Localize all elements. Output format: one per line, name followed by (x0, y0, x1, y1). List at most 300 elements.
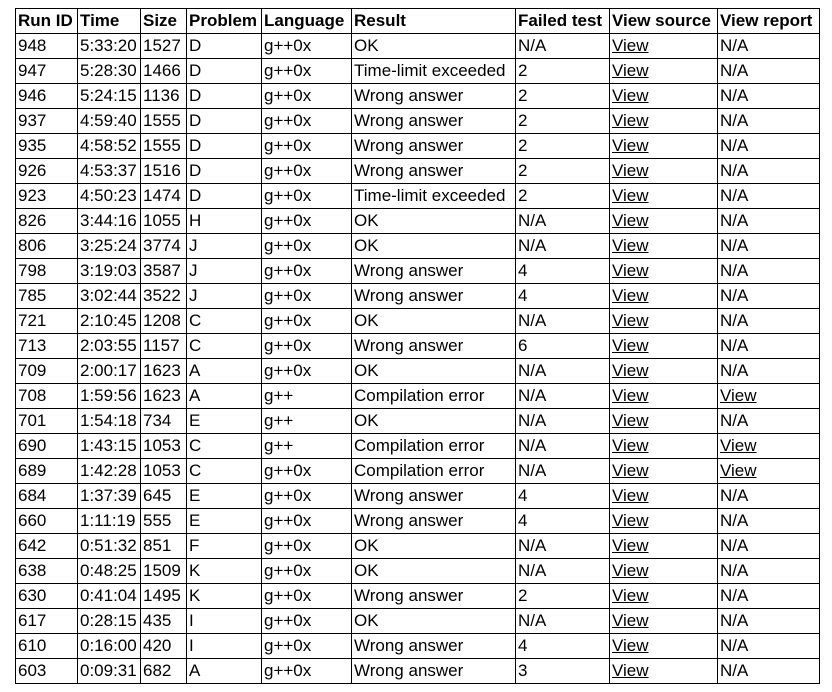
problem-cell: C (187, 334, 262, 359)
view-source-link[interactable]: View (612, 261, 649, 280)
size-cell: 435 (141, 609, 187, 634)
view-source-link[interactable]: View (612, 411, 649, 430)
view-source-link[interactable]: View (612, 561, 649, 580)
view-source-cell (610, 134, 718, 159)
time-cell: 1:42:28 (78, 459, 141, 484)
language-cell: g++0x (262, 584, 352, 609)
language-cell: g++0x (262, 59, 352, 84)
table-row (16, 509, 820, 534)
language-cell: g++0x (262, 234, 352, 259)
time-cell: 2:00:17 (78, 359, 141, 384)
run-id-cell: 926 (16, 159, 78, 184)
result-cell: OK (352, 359, 516, 384)
view-report-cell: N/A (718, 159, 820, 184)
run-id-cell: 947 (16, 59, 78, 84)
result-cell: OK (352, 609, 516, 634)
table-header-row (16, 9, 820, 34)
view-report-cell: N/A (718, 259, 820, 284)
view-source-link[interactable]: View (612, 111, 649, 130)
view-report-cell (718, 384, 820, 409)
view-source-link[interactable]: View (612, 211, 649, 230)
view-report-cell: N/A (718, 34, 820, 59)
language-cell: g++0x (262, 534, 352, 559)
time-cell: 5:24:15 (78, 84, 141, 109)
view-report-cell: N/A (718, 234, 820, 259)
failed-test-cell: 2 (516, 59, 610, 84)
failed-test-cell: 6 (516, 334, 610, 359)
time-cell: 3:44:16 (78, 209, 141, 234)
result-cell: Compilation error (352, 384, 516, 409)
view-report-cell: N/A (718, 109, 820, 134)
view-source-cell (610, 159, 718, 184)
size-cell: 3522 (141, 284, 187, 309)
language-cell: g++0x (262, 159, 352, 184)
view-source-cell (610, 309, 718, 334)
table-row (16, 609, 820, 634)
language-cell: g++ (262, 384, 352, 409)
view-source-link[interactable]: View (612, 461, 649, 480)
time-cell: 2:10:45 (78, 309, 141, 334)
failed-test-cell: N/A (516, 434, 610, 459)
view-source-cell (610, 209, 718, 234)
run-id-cell: 806 (16, 234, 78, 259)
problem-cell: A (187, 659, 262, 684)
result-cell: Compilation error (352, 459, 516, 484)
run-id-cell: 690 (16, 434, 78, 459)
result-cell: Time-limit exceeded (352, 184, 516, 209)
view-source-link[interactable]: View (612, 186, 649, 205)
size-cell: 420 (141, 634, 187, 659)
view-source-cell (610, 384, 718, 409)
table-row (16, 84, 820, 109)
size-cell: 1555 (141, 134, 187, 159)
view-report-cell: N/A (718, 84, 820, 109)
view-source-cell (610, 259, 718, 284)
problem-cell: E (187, 509, 262, 534)
size-cell: 645 (141, 484, 187, 509)
time-cell: 3:19:03 (78, 259, 141, 284)
table-row (16, 109, 820, 134)
run-id-cell: 610 (16, 634, 78, 659)
view-report-cell: N/A (718, 409, 820, 434)
table-row (16, 559, 820, 584)
failed-test-cell: N/A (516, 234, 610, 259)
language-cell: g++0x (262, 284, 352, 309)
view-source-cell (610, 84, 718, 109)
failed-test-cell: 2 (516, 184, 610, 209)
view-source-link[interactable]: View (612, 286, 649, 305)
view-source-link[interactable]: View (612, 611, 649, 630)
view-source-cell (610, 484, 718, 509)
size-cell: 1495 (141, 584, 187, 609)
time-cell: 1:43:15 (78, 434, 141, 459)
problem-cell: D (187, 134, 262, 159)
result-cell: Wrong answer (352, 159, 516, 184)
size-cell: 1053 (141, 459, 187, 484)
language-cell: g++0x (262, 309, 352, 334)
view-source-link[interactable]: View (612, 136, 649, 155)
view-report-cell: N/A (718, 309, 820, 334)
view-source-cell (610, 234, 718, 259)
language-cell: g++0x (262, 259, 352, 284)
problem-cell: E (187, 484, 262, 509)
language-cell: g++0x (262, 559, 352, 584)
view-report-cell: N/A (718, 559, 820, 584)
view-report-cell: N/A (718, 609, 820, 634)
time-cell: 1:11:19 (78, 509, 141, 534)
size-cell: 1208 (141, 309, 187, 334)
header-view-report: View report (718, 9, 820, 34)
view-report-link[interactable]: View (720, 436, 757, 455)
result-cell: Wrong answer (352, 134, 516, 159)
time-cell: 5:33:20 (78, 34, 141, 59)
failed-test-cell: N/A (516, 609, 610, 634)
language-cell: g++0x (262, 209, 352, 234)
time-cell: 4:59:40 (78, 109, 141, 134)
time-cell: 0:28:15 (78, 609, 141, 634)
failed-test-cell: N/A (516, 209, 610, 234)
view-source-cell (610, 34, 718, 59)
time-cell: 1:54:18 (78, 409, 141, 434)
view-report-cell: N/A (718, 184, 820, 209)
run-id-cell: 660 (16, 509, 78, 534)
problem-cell: I (187, 609, 262, 634)
view-report-link[interactable]: View (720, 461, 757, 480)
table-row (16, 434, 820, 459)
failed-test-cell: 4 (516, 484, 610, 509)
table-row (16, 259, 820, 284)
table-row (16, 334, 820, 359)
view-source-cell (610, 109, 718, 134)
table-row (16, 284, 820, 309)
view-source-link[interactable]: View (612, 36, 649, 55)
failed-test-cell: N/A (516, 534, 610, 559)
size-cell: 1623 (141, 359, 187, 384)
language-cell: g++0x (262, 334, 352, 359)
failed-test-cell: N/A (516, 409, 610, 434)
run-id-cell: 689 (16, 459, 78, 484)
time-cell: 4:58:52 (78, 134, 141, 159)
run-id-cell: 798 (16, 259, 78, 284)
view-source-cell (610, 184, 718, 209)
header-result: Result (352, 9, 516, 34)
run-id-cell: 684 (16, 484, 78, 509)
result-cell: Compilation error (352, 434, 516, 459)
table-row (16, 309, 820, 334)
view-report-cell: N/A (718, 584, 820, 609)
view-source-cell (610, 534, 718, 559)
language-cell: g++ (262, 434, 352, 459)
run-id-cell: 713 (16, 334, 78, 359)
run-id-cell: 948 (16, 34, 78, 59)
run-id-cell: 638 (16, 559, 78, 584)
run-id-cell: 708 (16, 384, 78, 409)
run-id-cell: 630 (16, 584, 78, 609)
run-id-cell: 946 (16, 84, 78, 109)
submissions-table (15, 8, 820, 684)
language-cell: g++0x (262, 609, 352, 634)
failed-test-cell: 2 (516, 134, 610, 159)
header-time: Time (78, 9, 141, 34)
header-run-id: Run ID (16, 9, 78, 34)
table-row (16, 459, 820, 484)
failed-test-cell: 4 (516, 284, 610, 309)
header-problem: Problem (187, 9, 262, 34)
size-cell: 682 (141, 659, 187, 684)
size-cell: 1516 (141, 159, 187, 184)
result-cell: Wrong answer (352, 259, 516, 284)
size-cell: 1555 (141, 109, 187, 134)
problem-cell: C (187, 309, 262, 334)
size-cell: 734 (141, 409, 187, 434)
language-cell: g++0x (262, 659, 352, 684)
table-row (16, 634, 820, 659)
problem-cell: A (187, 384, 262, 409)
view-source-cell (610, 459, 718, 484)
failed-test-cell: 2 (516, 84, 610, 109)
view-source-cell (610, 359, 718, 384)
time-cell: 0:51:32 (78, 534, 141, 559)
result-cell: Wrong answer (352, 584, 516, 609)
view-source-link[interactable]: View (612, 536, 649, 555)
language-cell: g++0x (262, 634, 352, 659)
table-row (16, 159, 820, 184)
view-source-link[interactable]: View (612, 386, 649, 405)
language-cell: g++0x (262, 184, 352, 209)
size-cell: 1055 (141, 209, 187, 234)
problem-cell: D (187, 184, 262, 209)
view-report-cell: N/A (718, 509, 820, 534)
language-cell: g++0x (262, 459, 352, 484)
size-cell: 1157 (141, 334, 187, 359)
time-cell: 3:02:44 (78, 284, 141, 309)
table-row (16, 584, 820, 609)
view-report-cell: N/A (718, 334, 820, 359)
run-id-cell: 935 (16, 134, 78, 159)
problem-cell: C (187, 459, 262, 484)
time-cell: 1:59:56 (78, 384, 141, 409)
view-source-cell (610, 559, 718, 584)
run-id-cell: 603 (16, 659, 78, 684)
result-cell: Wrong answer (352, 634, 516, 659)
failed-test-cell: N/A (516, 559, 610, 584)
problem-cell: H (187, 209, 262, 234)
view-report-cell: N/A (718, 359, 820, 384)
size-cell: 1053 (141, 434, 187, 459)
run-id-cell: 721 (16, 309, 78, 334)
result-cell: OK (352, 234, 516, 259)
size-cell: 3774 (141, 234, 187, 259)
failed-test-cell: 4 (516, 634, 610, 659)
view-report-cell: N/A (718, 534, 820, 559)
language-cell: g++0x (262, 134, 352, 159)
run-id-cell: 642 (16, 534, 78, 559)
result-cell: OK (352, 34, 516, 59)
table-row (16, 234, 820, 259)
size-cell: 555 (141, 509, 187, 534)
failed-test-cell: N/A (516, 459, 610, 484)
view-source-cell (610, 284, 718, 309)
run-id-cell: 785 (16, 284, 78, 309)
view-source-link[interactable]: View (612, 636, 649, 655)
view-source-link[interactable]: View (612, 661, 649, 680)
table-body (16, 34, 820, 684)
result-cell: Wrong answer (352, 659, 516, 684)
header-language: Language (262, 9, 352, 34)
view-report-cell (718, 459, 820, 484)
view-report-cell (718, 434, 820, 459)
result-cell: Wrong answer (352, 484, 516, 509)
view-source-link[interactable]: View (612, 336, 649, 355)
view-source-cell (610, 634, 718, 659)
view-source-link[interactable]: View (612, 586, 649, 605)
view-source-link[interactable]: View (612, 511, 649, 530)
time-cell: 2:03:55 (78, 334, 141, 359)
time-cell: 0:41:04 (78, 584, 141, 609)
failed-test-cell: N/A (516, 34, 610, 59)
language-cell: g++0x (262, 84, 352, 109)
time-cell: 3:25:24 (78, 234, 141, 259)
result-cell: Time-limit exceeded (352, 59, 516, 84)
size-cell: 3587 (141, 259, 187, 284)
view-source-cell (610, 59, 718, 84)
time-cell: 4:50:23 (78, 184, 141, 209)
problem-cell: J (187, 284, 262, 309)
language-cell: g++0x (262, 109, 352, 134)
table-row (16, 484, 820, 509)
result-cell: OK (352, 209, 516, 234)
view-source-cell (610, 409, 718, 434)
view-source-link[interactable]: View (612, 61, 649, 80)
time-cell: 0:16:00 (78, 634, 141, 659)
problem-cell: F (187, 534, 262, 559)
view-source-cell (610, 659, 718, 684)
failed-test-cell: 2 (516, 584, 610, 609)
view-source-cell (610, 434, 718, 459)
problem-cell: D (187, 59, 262, 84)
size-cell: 1509 (141, 559, 187, 584)
table-row (16, 534, 820, 559)
failed-test-cell: 3 (516, 659, 610, 684)
view-source-cell (610, 584, 718, 609)
failed-test-cell: 2 (516, 109, 610, 134)
time-cell: 0:48:25 (78, 559, 141, 584)
problem-cell: D (187, 159, 262, 184)
view-source-cell (610, 509, 718, 534)
time-cell: 5:28:30 (78, 59, 141, 84)
time-cell: 1:37:39 (78, 484, 141, 509)
view-source-link[interactable]: View (612, 236, 649, 255)
table-row (16, 359, 820, 384)
failed-test-cell: N/A (516, 384, 610, 409)
failed-test-cell: 4 (516, 509, 610, 534)
size-cell: 1136 (141, 84, 187, 109)
view-source-link[interactable]: View (612, 486, 649, 505)
header-failed-test: Failed test (516, 9, 610, 34)
problem-cell: D (187, 84, 262, 109)
result-cell: Wrong answer (352, 109, 516, 134)
problem-cell: J (187, 259, 262, 284)
run-id-cell: 923 (16, 184, 78, 209)
size-cell: 1623 (141, 384, 187, 409)
problem-cell: K (187, 559, 262, 584)
problem-cell: A (187, 359, 262, 384)
table-row (16, 34, 820, 59)
view-source-cell (610, 609, 718, 634)
result-cell: Wrong answer (352, 509, 516, 534)
table-row (16, 209, 820, 234)
run-id-cell: 826 (16, 209, 78, 234)
failed-test-cell: 2 (516, 159, 610, 184)
problem-cell: C (187, 434, 262, 459)
run-id-cell: 617 (16, 609, 78, 634)
view-source-link[interactable]: View (612, 436, 649, 455)
result-cell: OK (352, 309, 516, 334)
result-cell: Wrong answer (352, 284, 516, 309)
view-source-link[interactable]: View (612, 161, 649, 180)
view-source-link[interactable]: View (612, 361, 649, 380)
table-row (16, 134, 820, 159)
view-report-cell: N/A (718, 634, 820, 659)
problem-cell: I (187, 634, 262, 659)
view-source-cell (610, 334, 718, 359)
size-cell: 1466 (141, 59, 187, 84)
language-cell: g++0x (262, 509, 352, 534)
run-id-cell: 937 (16, 109, 78, 134)
run-id-cell: 701 (16, 409, 78, 434)
time-cell: 0:09:31 (78, 659, 141, 684)
failed-test-cell: 4 (516, 259, 610, 284)
table-row (16, 659, 820, 684)
view-report-cell: N/A (718, 59, 820, 84)
size-cell: 1474 (141, 184, 187, 209)
problem-cell: K (187, 584, 262, 609)
size-cell: 851 (141, 534, 187, 559)
problem-cell: E (187, 409, 262, 434)
view-report-link[interactable]: View (720, 386, 757, 405)
table-row (16, 59, 820, 84)
view-report-cell: N/A (718, 209, 820, 234)
problem-cell: J (187, 234, 262, 259)
language-cell: g++0x (262, 359, 352, 384)
problem-cell: D (187, 34, 262, 59)
view-report-cell: N/A (718, 659, 820, 684)
time-cell: 4:53:37 (78, 159, 141, 184)
run-id-cell: 709 (16, 359, 78, 384)
view-report-cell: N/A (718, 484, 820, 509)
table-row (16, 409, 820, 434)
result-cell: OK (352, 559, 516, 584)
view-report-cell: N/A (718, 284, 820, 309)
view-source-link[interactable]: View (612, 311, 649, 330)
view-report-cell: N/A (718, 134, 820, 159)
result-cell: Wrong answer (352, 334, 516, 359)
header-size: Size (141, 9, 187, 34)
table-row (16, 384, 820, 409)
view-source-link[interactable]: View (612, 86, 649, 105)
failed-test-cell: N/A (516, 309, 610, 334)
result-cell: OK (352, 534, 516, 559)
problem-cell: D (187, 109, 262, 134)
language-cell: g++0x (262, 34, 352, 59)
failed-test-cell: N/A (516, 359, 610, 384)
language-cell: g++ (262, 409, 352, 434)
size-cell: 1527 (141, 34, 187, 59)
language-cell: g++0x (262, 484, 352, 509)
header-view-source: View source (610, 9, 718, 34)
table-row (16, 184, 820, 209)
result-cell: Wrong answer (352, 84, 516, 109)
